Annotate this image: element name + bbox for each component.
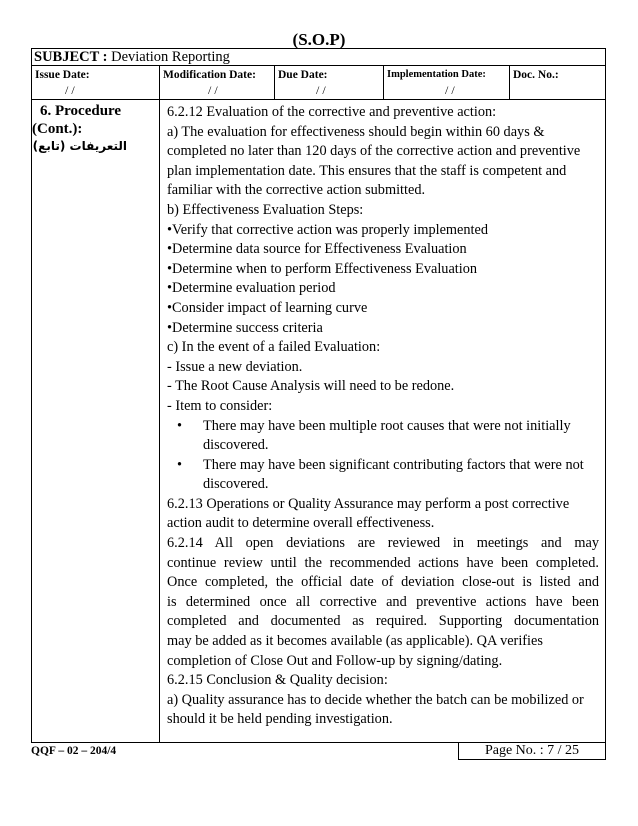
content-line: a) The evaluation for effectiveness should begin within 60 days &	[167, 123, 545, 140]
doc-no-label: Doc. No.:	[513, 69, 559, 81]
due-date-cell	[275, 66, 384, 99]
content-line: completion of Close Out and Follow-up by signing/dating.	[167, 652, 503, 669]
content-line: •Determine success criteria	[167, 319, 323, 336]
section-cont: (Cont.):	[32, 121, 83, 137]
content-line: completed no later than 120 days of the corrective action and preventive	[167, 143, 581, 160]
subject-label: SUBJECT :	[34, 49, 108, 65]
section-title: 6. Procedure	[40, 103, 122, 119]
content-line: b) Effectiveness Evaluation Steps:	[167, 201, 364, 218]
doc-no-cell	[510, 66, 605, 99]
content-line: - Item to consider:	[167, 397, 273, 414]
content-line: plan implementation date. This ensures that the staff is competent and	[167, 162, 567, 179]
content-line: - The Root Cause Analysis will need to be redone.	[167, 378, 455, 395]
content-line: should it be held pending investigation.	[167, 711, 393, 728]
content-line: may be added as it becomes available (as applicable). QA verifies	[167, 633, 543, 650]
implementation-date-label: Implementation Date:	[387, 69, 486, 80]
form-code: QQF – 02 – 204/4	[31, 745, 117, 757]
sop-frame	[31, 48, 606, 743]
content-line: 6.2.15 Conclusion & Quality decision:	[167, 672, 388, 689]
content-line: c) In the event of a failed Evaluation:	[167, 339, 381, 356]
content-line: Once completed, the official date of deviation close-out is listed and	[167, 574, 599, 591]
content-line: is determined once all corrective and preventive actions have been	[167, 593, 599, 610]
content-line: 6.2.13 Operations or Quality Assurance may perform a post corrective	[167, 495, 570, 512]
content-line: •Determine data source for Effectiveness Evaluation	[167, 241, 467, 258]
content-line: 6.2.14 All open deviations are reviewed in meetings and may	[167, 535, 599, 552]
section-arabic-title: التعريفات (تابع)	[32, 139, 127, 153]
content-line: a) Quality assurance has to decide whether the batch can be mobilized or	[167, 691, 584, 708]
section-column	[32, 99, 160, 742]
subject-row	[32, 49, 605, 66]
content-line: continue review until the recommended actions have been completed.	[167, 554, 599, 571]
header-row	[32, 66, 605, 100]
content-line: •Consider impact of learning curve	[167, 299, 368, 316]
implementation-date-value: / /	[445, 83, 455, 97]
page-number: Page No. : 7 / 25	[458, 742, 606, 760]
issue-date-value: / /	[65, 83, 75, 97]
content-line: 6.2.12 Evaluation of the corrective and preventive action:	[167, 104, 497, 120]
content-line: action audit to determine overall effectiveness.	[167, 515, 435, 532]
implementation-date-cell	[384, 66, 510, 99]
issue-date-label: Issue Date:	[35, 69, 90, 81]
content-line: completed and documented as required. Supporting documentation	[167, 613, 599, 630]
bullet-item: • There may have been multiple root causes that were not initially	[167, 417, 599, 437]
issue-date-cell	[32, 66, 160, 99]
content-line: •Determine evaluation period	[167, 280, 336, 297]
procedure-content	[167, 103, 599, 730]
content-line: - Issue a new deviation.	[167, 358, 303, 375]
content-line: discovered.	[203, 437, 269, 454]
content-line: •Verify that corrective action was properly implemented	[167, 221, 489, 238]
modification-date-label: Modification Date:	[163, 69, 256, 81]
due-date-label: Due Date:	[278, 69, 328, 81]
modification-date-cell	[160, 66, 275, 99]
content-line: •Determine when to perform Effectiveness Evaluation	[167, 260, 478, 277]
bullet-item: • There may have been significant contributing factors that were not	[167, 456, 599, 476]
doc-title: (S.O.P)	[292, 30, 346, 49]
content-line: familiar with the corrective action submitted.	[167, 182, 426, 199]
due-date-value: / /	[316, 83, 326, 97]
subject-value: Deviation Reporting	[111, 49, 230, 65]
content-line: discovered.	[203, 476, 269, 493]
modification-date-value: / /	[208, 83, 218, 97]
